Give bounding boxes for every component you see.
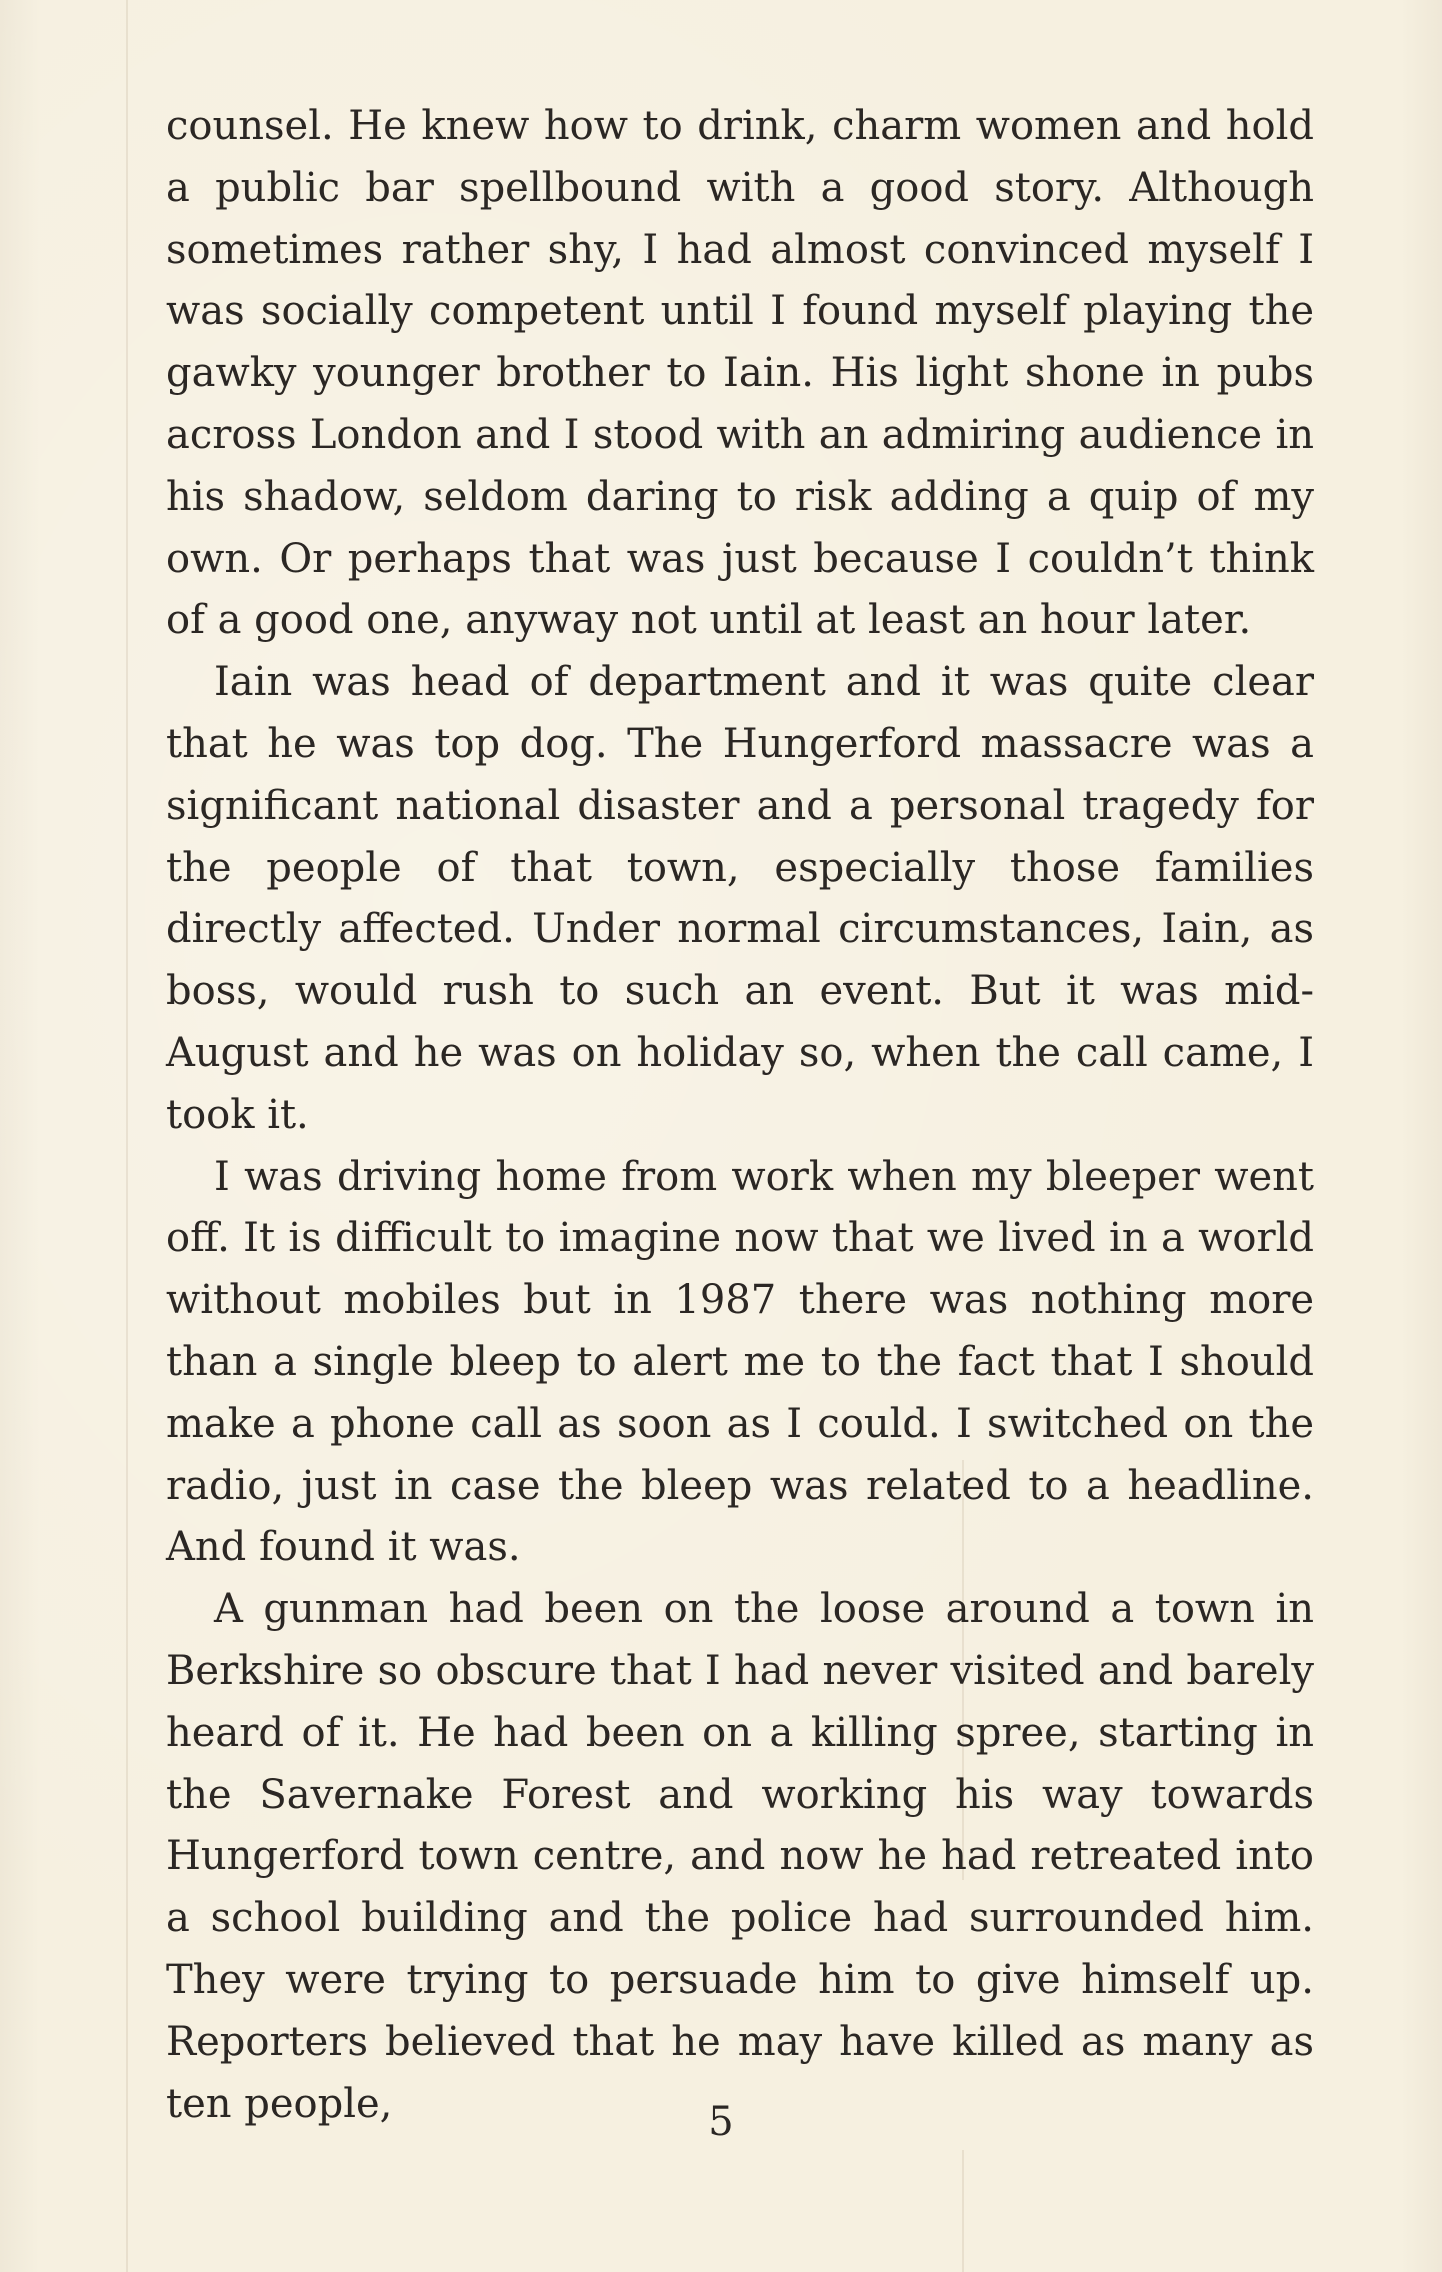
paragraph-4: A gunman had been on the loose around a town in Berkshire so obscure that I had never visited and barely heard of it. He had been on a killing spree, starting in the Savernake Forest and working his way towards Hungerford town centre, and now he had retreated into a school building and the police had surrounded him. They were trying to persuade him to give himself up. Reporters believed that he may have killed as many as ten people, <box>166 1586 1314 2127</box>
page-crease <box>962 2150 964 2272</box>
page-crease <box>126 0 128 2272</box>
body-text <box>166 96 1314 2135</box>
paragraph-1: counsel. He knew how to drink, charm women and hold a public bar spellbound with a good story. Although sometimes rather shy, I had almost convinced myself I was socially competent until I found myself playing the gawky younger brother to Iain. His light shone in pubs across London and I stood with an admiring audience in his shadow, seldom daring to risk adding a quip of my own. Or perhaps that was just because I couldn’t think of a good one, anyway not until at least an hour later. <box>166 103 1314 644</box>
paragraph-2: Iain was head of department and it was quite clear that he was top dog. The Hungerford massacre was a significant national disaster and a personal tragedy for the people of that town, especially those families directly affected. Under normal circumstances, Iain, as boss, would rush to such an event. But it was mid-August and he was on holiday so, when the call came, I took it. <box>166 659 1314 1138</box>
page-number: 5 <box>708 2099 734 2145</box>
paragraph-3: I was driving home from work when my bleeper went off. It is difficult to imagine now that we lived in a world without mobiles but in 1987 there was nothing more than a single bleep to alert me to the fact that I should make a phone call as soon as I could. I switched on the radio, just in case the bleep was related to a headline. And found it was. <box>166 1153 1314 1571</box>
